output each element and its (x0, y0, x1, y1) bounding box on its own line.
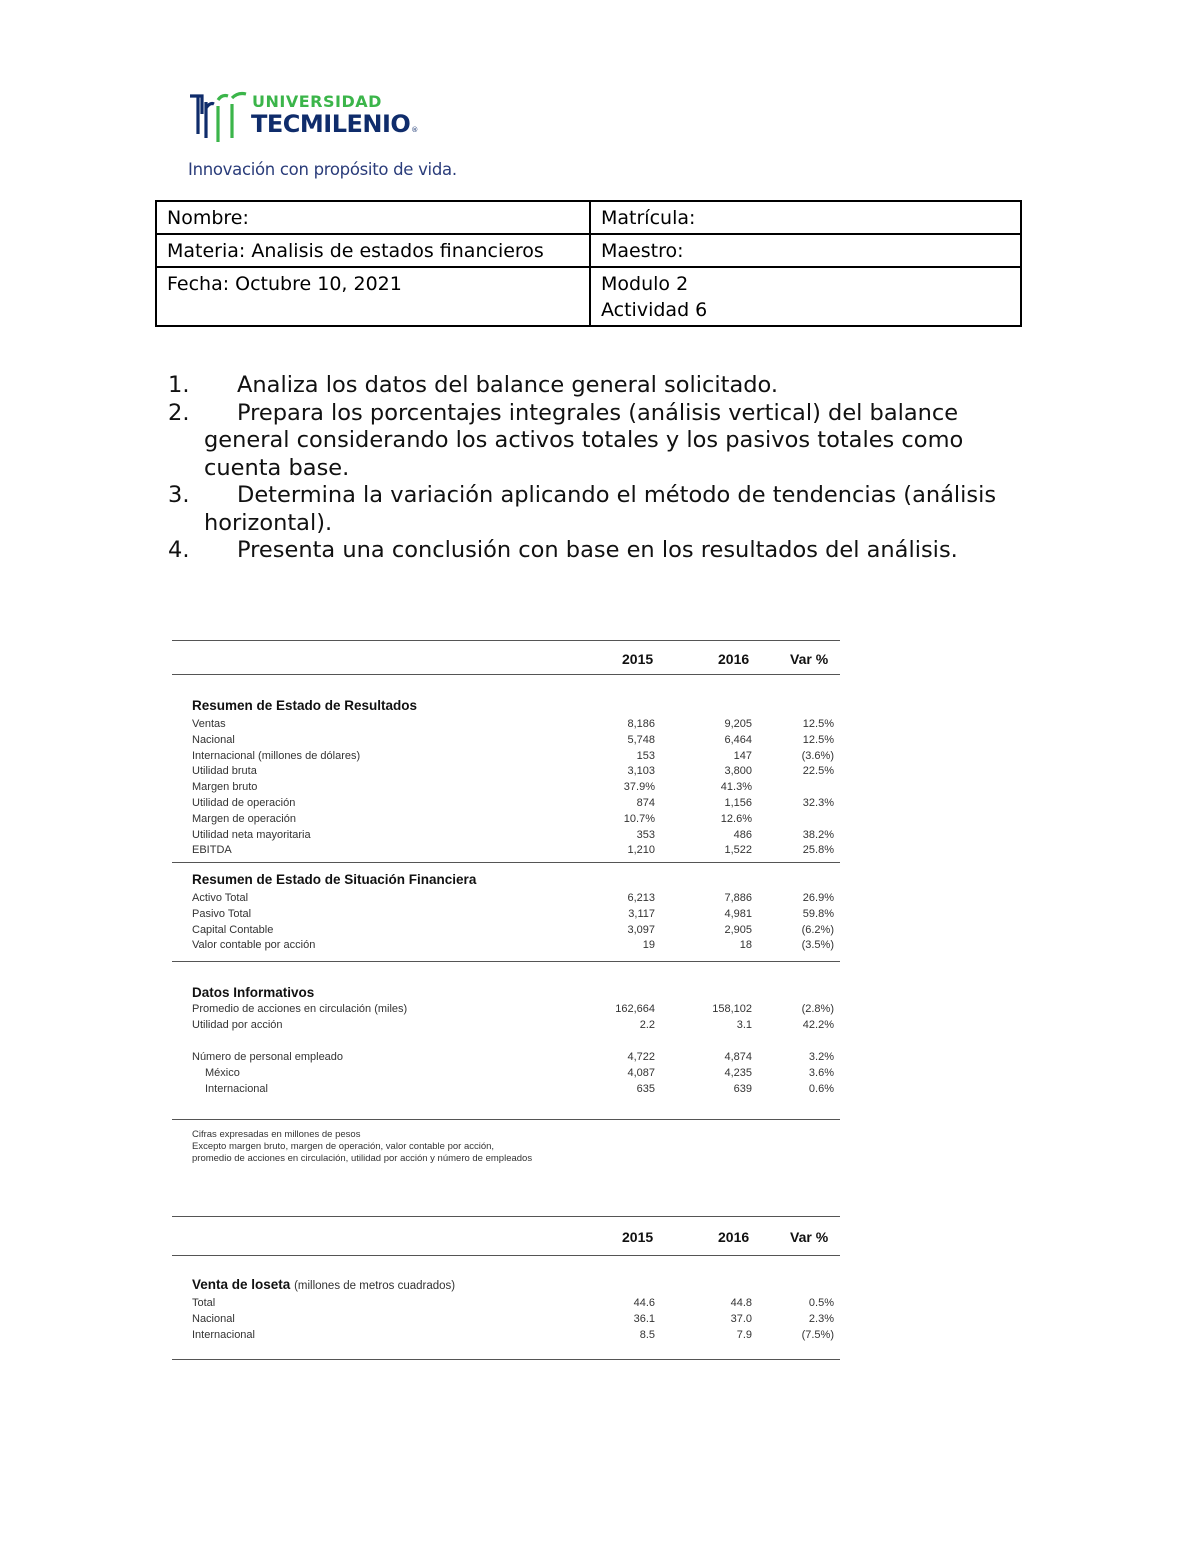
value-var: 12.5% (802, 718, 834, 730)
table-row (172, 1297, 840, 1313)
value-var: 3.2% (808, 1051, 834, 1063)
value-2016: 3,800 (724, 765, 752, 778)
table-row (172, 1067, 840, 1083)
value-2016: 12.6% (720, 812, 752, 825)
materia-cell: Materia: Analisis de estados financieros (156, 234, 590, 267)
value-2016: 44.8 (730, 1297, 752, 1309)
table-row (172, 1019, 840, 1035)
value-2015: 8.5 (639, 1328, 655, 1341)
table-rule (172, 1255, 840, 1256)
logo-slogan: Innovación con propósito de vida. (188, 160, 457, 179)
logo-line1: UNIVERSIDAD (252, 92, 382, 111)
value-2016: 3.1 (736, 1019, 752, 1031)
row-label: Nacional (192, 733, 235, 746)
modulo-text: Modulo 2 (601, 273, 689, 295)
table-row (172, 797, 840, 813)
student-info-table (155, 200, 1022, 327)
table-rule (172, 961, 840, 962)
value-var: 59.8% (802, 907, 834, 920)
row-label: Total (192, 1297, 216, 1309)
value-2015: 8,186 (627, 718, 655, 730)
value-2015: 44.6 (633, 1297, 655, 1309)
row-label: Margen bruto (192, 781, 258, 794)
value-2016: 37.0 (730, 1312, 752, 1325)
value-2016: 147 (733, 749, 752, 762)
table-row (172, 1083, 840, 1099)
value-var: 2.3% (808, 1312, 834, 1325)
table-row (172, 813, 840, 829)
instruction-item (168, 372, 1048, 400)
value-2015: 153 (636, 749, 655, 762)
instruction-number: 1. (168, 372, 190, 398)
row-label: Capital Contable (192, 923, 274, 936)
row-label: Promedio de acciones en circulación (miles) (192, 1003, 408, 1015)
instruction-text: Determina la variación aplicando el método de tendencias (análisis (237, 482, 997, 508)
row-label: Margen de operación (192, 812, 296, 825)
row-label: Activo Total (192, 892, 249, 904)
value-2016: 41.3% (720, 781, 752, 794)
instruction-text-continued: horizontal). (204, 509, 333, 536)
value-2015: 874 (636, 797, 655, 809)
section-title: Datos Informativos (192, 985, 315, 1000)
value-var: (6.2%) (801, 923, 834, 936)
instructions-list (168, 372, 1048, 565)
section-title: Resumen de Estado de Situación Financiera (192, 872, 477, 887)
nombre-cell: Nombre: (156, 201, 590, 234)
instruction-text: Analiza los datos del balance general solicitado. (237, 372, 779, 398)
instruction-text: Presenta una conclusión con base en los resultados del análisis. (237, 537, 958, 563)
value-2015: 2.2 (639, 1019, 655, 1031)
table-rule (172, 1359, 840, 1360)
instruction-text-continued: cuenta base. (204, 454, 350, 481)
section-title: Resumen de Estado de Resultados (192, 698, 418, 713)
value-var: (3.5%) (801, 939, 834, 952)
value-2016: 4,235 (724, 1067, 752, 1079)
value-2016: 7.9 (736, 1328, 752, 1341)
value-var: (3.6%) (801, 749, 834, 762)
matricula-cell: Matrícula: (590, 201, 1021, 234)
row-label: EBITDA (192, 844, 232, 857)
value-2015: 3,097 (627, 923, 655, 936)
table-row (172, 908, 840, 924)
header-2015: 2015 (622, 651, 654, 667)
value-2015: 1,210 (627, 844, 655, 857)
table-row (172, 892, 840, 908)
row-label: Utilidad por acción (192, 1019, 283, 1031)
value-var: 3.6% (808, 1067, 834, 1079)
row-label: Utilidad bruta (192, 765, 257, 778)
instruction-item (168, 537, 1048, 565)
value-2016: 9,205 (724, 718, 752, 730)
value-2015: 5,748 (627, 733, 655, 746)
row-label: Nacional (192, 1312, 235, 1325)
value-2016: 486 (733, 828, 752, 841)
financial-summary-table (172, 640, 840, 1180)
instruction-item (168, 482, 1048, 537)
value-2015: 37.9% (623, 781, 655, 794)
table-rule (172, 674, 840, 675)
table-rule (172, 640, 840, 641)
table-rule (172, 862, 840, 863)
table-row (172, 1313, 840, 1329)
maestro-cell: Maestro: (590, 234, 1021, 267)
footnote-line: promedio de acciones en circulación, utilidad por acción y número de empleados (192, 1153, 533, 1164)
fecha-cell: Fecha: Octubre 10, 2021 (156, 267, 590, 326)
value-var: 12.5% (802, 733, 834, 746)
row-label: Pasivo Total (192, 907, 252, 920)
value-2015: 635 (636, 1083, 655, 1095)
modulo-cell (590, 267, 1021, 326)
value-2015: 4,087 (627, 1067, 655, 1079)
value-2015: 4,722 (627, 1051, 655, 1063)
value-2015: 3,117 (628, 907, 655, 920)
value-var: 26.9% (802, 892, 834, 904)
registered-mark: ® (411, 126, 418, 134)
actividad-text: Actividad 6 (601, 299, 708, 321)
header-2016: 2016 (718, 651, 750, 667)
row-label: Ventas (192, 718, 226, 730)
logo-line2: TECMILENIO® (251, 110, 418, 138)
table-row (172, 844, 840, 860)
table-footnote (192, 1129, 532, 1165)
value-var: (7.5%) (801, 1328, 834, 1341)
row-label: Internacional (millones de dólares) (192, 749, 361, 762)
value-2015: 3,103 (627, 765, 655, 778)
value-2016: 639 (733, 1083, 752, 1095)
footnote-line: Excepto margen bruto, margen de operación, valor contable por acción, (192, 1141, 495, 1152)
value-var: 38.2% (802, 828, 834, 841)
table-row (172, 1329, 840, 1345)
value-2015: 6,213 (627, 892, 655, 904)
table-row (172, 1051, 840, 1067)
row-label: Valor contable por acción (192, 939, 316, 952)
value-2015: 10.7% (623, 812, 655, 825)
header-var: Var % (790, 1229, 829, 1245)
value-var: 42.2% (802, 1019, 834, 1031)
table-row (172, 750, 840, 766)
table-row (172, 765, 840, 781)
value-2016: 1,522 (724, 844, 752, 857)
value-var: (2.8%) (801, 1003, 834, 1015)
value-2016: 4,874 (724, 1051, 752, 1063)
value-2015: 162,664 (615, 1003, 655, 1015)
value-2016: 2,905 (724, 923, 752, 936)
instruction-text: Prepara los porcentajes integrales (análisis vertical) del balance (237, 399, 959, 426)
table-rule (172, 1216, 840, 1217)
section-note: (millones de metros cuadrados) (294, 1280, 456, 1292)
value-2015: 353 (636, 828, 655, 841)
instruction-number: 2. (168, 399, 190, 426)
header-2016: 2016 (718, 1229, 750, 1245)
row-label: Número de personal empleado (192, 1051, 344, 1063)
value-var: 0.6% (808, 1083, 834, 1095)
value-2016: 6,464 (724, 733, 752, 746)
university-logo (188, 88, 488, 188)
value-var: 25.8% (802, 844, 834, 857)
value-2015: 36.1 (633, 1312, 655, 1325)
value-2015: 19 (642, 939, 655, 952)
row-label: Utilidad neta mayoritaria (192, 828, 311, 841)
table-row (172, 781, 840, 797)
loseta-sales-table (172, 1216, 840, 1366)
value-2016: 1,156 (724, 797, 752, 809)
instruction-number: 4. (168, 537, 190, 563)
value-var: 22.5% (802, 765, 834, 778)
value-var: 0.5% (808, 1297, 834, 1309)
header-2015: 2015 (622, 1229, 654, 1245)
value-var: 32.3% (802, 797, 834, 809)
table-row (172, 939, 840, 955)
table-row (172, 718, 840, 734)
row-label: México (205, 1067, 240, 1079)
row-label: Internacional (192, 1328, 255, 1341)
row-label: Internacional (205, 1083, 268, 1095)
instruction-item (168, 400, 1048, 483)
instruction-text-continued: general considerando los activos totales y los pasivos totales como (204, 427, 964, 453)
tecmilenio-logo-icon (188, 90, 248, 146)
header-var: Var % (790, 651, 829, 667)
value-2016: 4,981 (724, 907, 752, 920)
value-2016: 18 (739, 939, 752, 952)
table-row (172, 1003, 840, 1019)
value-2016: 7,886 (724, 892, 752, 904)
footnote-line: Cifras expresadas en millones de pesos (192, 1129, 361, 1140)
table-row (172, 924, 840, 940)
section-title: Venta de loseta (millones de metros cuadrados) (192, 1277, 456, 1292)
instruction-number: 3. (168, 482, 190, 508)
table-rule (172, 1119, 840, 1120)
value-2016: 158,102 (712, 1003, 752, 1015)
row-label: Utilidad de operación (192, 797, 296, 809)
table-row (172, 829, 840, 845)
table-row (172, 734, 840, 750)
